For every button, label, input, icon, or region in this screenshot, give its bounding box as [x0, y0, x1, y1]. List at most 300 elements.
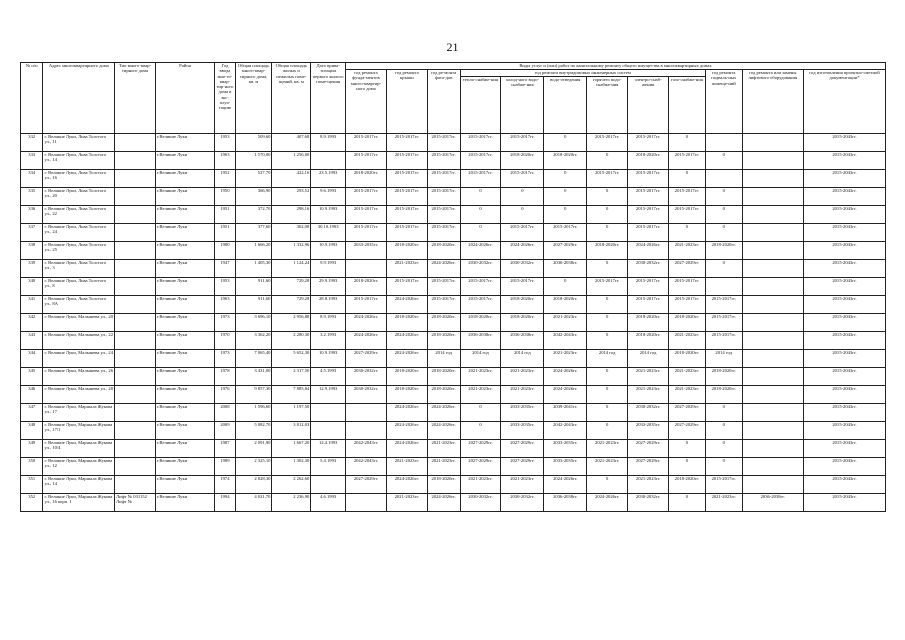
cell-nonres-area: 293,52: [272, 188, 311, 206]
cell-heat: 0: [460, 404, 501, 422]
cell-cold-water: 2015-2017гг.: [501, 278, 544, 296]
cell-electric: 2015-2017гг.: [628, 170, 669, 188]
cell-foundation: [346, 494, 387, 512]
cell-docs: 2015-2043гг.: [803, 422, 885, 440]
cell-foundation: 2042-2043гг.: [346, 458, 387, 476]
cell-lift: [742, 440, 803, 458]
cell-docs: 2015-2043гг.: [803, 350, 885, 368]
cell-facade: 2015-2017гг.: [427, 152, 460, 170]
cell-heat: 2021-2023гг.: [460, 386, 501, 404]
cell-lift: [742, 332, 803, 350]
cell-basement: 0: [705, 206, 742, 224]
cell-cold-water: 2018-2020гг.: [501, 152, 544, 170]
cell-total-area: 2 828,30: [235, 476, 272, 494]
cell-gas: 2015-2017гг.: [669, 206, 706, 224]
cell-roof: 2018-2020гг.: [386, 368, 427, 386]
cell-heat: 2018-2020гг.: [460, 314, 501, 332]
cell-district: г.Великие Луки: [155, 458, 214, 476]
cell-facade: 2024-2026гг.: [427, 404, 460, 422]
cell-cold-water: 2015-2017гг.: [501, 170, 544, 188]
cell-cold-water: 2036-2038гг.: [501, 332, 544, 350]
cell-lift: [742, 368, 803, 386]
cell-facade: 2015-2017гг.: [427, 134, 460, 152]
cell-priv-date: 28.8.1993: [311, 296, 346, 314]
cell-docs: 2015-2043гг.: [803, 206, 885, 224]
cell-district: г.Великие Луки: [155, 404, 214, 422]
table-row: [21, 296, 886, 314]
cell-year: 1963: [215, 296, 235, 314]
cell-heat: 0: [460, 188, 501, 206]
cell-gas: 2018-2020гг.: [669, 350, 706, 368]
cell-priv-date: 3.2.1993: [311, 332, 346, 350]
cell-hot-water: 2014 год: [587, 350, 628, 368]
cell-foundation: 2024-2026гг.: [346, 332, 387, 350]
cell-lift: [742, 170, 803, 188]
cell-year: 1953: [215, 134, 235, 152]
cell-gas: 2027-2029гг.: [669, 260, 706, 278]
cell-sewer: 2024-2026гг.: [544, 386, 587, 404]
cell-address: г. Великие Луки, Маршала Жукова ул., 12: [43, 458, 115, 476]
cell-lift: [742, 296, 803, 314]
cell-gas: 2027-2029гг.: [669, 422, 706, 440]
cell-electric: 2021-2023гг.: [628, 476, 669, 494]
cell-sewer: 0: [544, 134, 587, 152]
cell-hot-water: 2015-2017гг.: [587, 278, 628, 296]
cell-nonres-area: 1 302,30: [272, 458, 311, 476]
page-number: 21: [446, 40, 459, 54]
cell-roof: 2024-2026гг.: [386, 440, 427, 458]
cell-roof: 2024-2026гг.: [386, 404, 427, 422]
cell-year: 1989: [215, 458, 235, 476]
cell-electric: 2021-2023гг.: [628, 368, 669, 386]
cell-heat: 0: [460, 206, 501, 224]
cell-electric: 2030-2032гг.: [628, 404, 669, 422]
header-facade: год ре-монта фаса-дов: [427, 70, 460, 134]
header-docs: год изготовления проектно-сметной документации*: [803, 70, 885, 134]
cell-num: 334: [21, 170, 43, 188]
cell-hot-water: 0: [587, 152, 628, 170]
cell-priv-date: [311, 422, 346, 440]
cell-foundation: 2027-2029гг.: [346, 350, 387, 368]
cell-gas: 0: [669, 494, 706, 512]
cell-hot-water: 0: [587, 332, 628, 350]
cell-priv-date: 5.4.1993: [311, 458, 346, 476]
cell-priv-date: [311, 152, 346, 170]
cell-priv-date: [311, 404, 346, 422]
cell-address: г. Великие Луки, Маршала Жукова ул., 16 корп. 1: [43, 494, 115, 512]
cell-district: г.Великие Луки: [155, 314, 214, 332]
cell-gas: 2015-2017гг.: [669, 296, 706, 314]
cell-foundation: [346, 404, 387, 422]
cell-basement: [705, 170, 742, 188]
cell-num: 349: [21, 440, 43, 458]
cell-foundation: 2015-2017гг.: [346, 206, 387, 224]
cell-num: 340: [21, 278, 43, 296]
cell-lift: [742, 152, 803, 170]
cell-heat: 0: [460, 224, 501, 242]
cell-year: 1951: [215, 224, 235, 242]
cell-foundation: 2015-2017гг.: [346, 296, 387, 314]
cell-basement: 2018-2020гг.: [705, 242, 742, 260]
cell-docs: 2015-2043гг.: [803, 242, 885, 260]
header-foundation: год ремонта фунда-ментов много-квартир-ного дома: [346, 70, 387, 134]
cell-sewer: 2021-2023гг.: [544, 314, 587, 332]
cell-priv-date: 9.6.1993: [311, 188, 346, 206]
header-heat: тепло-снабже-ния: [460, 77, 501, 134]
cell-lift: [742, 188, 803, 206]
cell-docs: 2015-2043гг.: [803, 188, 885, 206]
header-year: Год ввода мно-го-квар-тир-ного дома в экс-плуа-тацию: [215, 63, 235, 134]
table-row: [21, 224, 886, 242]
cell-basement: 2015-2017гг.: [705, 332, 742, 350]
cell-sewer: 2015-2017гг.: [544, 224, 587, 242]
cell-heat: 2021-2023гг.: [460, 476, 501, 494]
cell-cold-water: 2033-2035гг.: [501, 422, 544, 440]
cell-docs: 2015-2043гг.: [803, 368, 885, 386]
cell-facade: 2024-2026гг.: [427, 422, 460, 440]
cell-nonres-area: 1 667,20: [272, 440, 311, 458]
cell-docs: 2015-2043гг.: [803, 296, 885, 314]
cell-electric: 2015-2017гг.: [628, 188, 669, 206]
cell-foundation: 2015-2017гг.: [346, 152, 387, 170]
cell-nonres-area: 422,16: [272, 170, 311, 188]
cell-gas: 2021-2023гг.: [669, 386, 706, 404]
cell-district: г.Великие Луки: [155, 188, 214, 206]
cell-nonres-area: 2 317,50: [272, 368, 311, 386]
cell-cold-water: 2018-2020гг.: [501, 296, 544, 314]
cell-total-area: 911,60: [235, 296, 272, 314]
cell-year: 1970: [215, 332, 235, 350]
cell-year: 1952: [215, 170, 235, 188]
cell-facade: 2015-2017гг.: [427, 278, 460, 296]
cell-electric: 2024-2026гг.: [628, 242, 669, 260]
table-row: [21, 404, 886, 422]
table-row: [21, 422, 886, 440]
cell-total-area: 911,60: [235, 278, 272, 296]
cell-num: 335: [21, 188, 43, 206]
cell-nonres-area: 1 124,24: [272, 260, 311, 278]
cell-sewer: 2039-2041гг.: [544, 404, 587, 422]
cell-sewer: 2024-2026гг.: [544, 368, 587, 386]
cell-hot-water: 0: [587, 404, 628, 422]
cell-sewer: 2018-2020гг.: [544, 152, 587, 170]
cell-year: 1950: [215, 188, 235, 206]
cell-type: [115, 170, 156, 188]
header-basement: год ремонта подваль-ных помеще-ний: [705, 70, 742, 134]
cell-cold-water: 2024-2026гг.: [501, 242, 544, 260]
cell-gas: 2018-2020гг.: [669, 476, 706, 494]
cell-lift: [742, 278, 803, 296]
cell-address: г. Великие Луки, Льва Толстого ул., 24: [43, 224, 115, 242]
cell-hot-water: 0: [587, 476, 628, 494]
cell-roof: 2015-2017гг.: [386, 170, 427, 188]
cell-type: [115, 476, 156, 494]
cell-hot-water: 2015-2017гг.: [587, 134, 628, 152]
cell-foundation: 2018-2020гг.: [346, 278, 387, 296]
header-gas: газо-снабже-ния: [669, 77, 706, 134]
cell-gas: 0: [669, 170, 706, 188]
table-row: [21, 386, 886, 404]
cell-heat: 2030-2032гг.: [460, 260, 501, 278]
cell-facade: 2018-2020гг.: [427, 242, 460, 260]
cell-docs: 2015-2043гг.: [803, 386, 885, 404]
cell-hot-water: 2021-2023гг.: [587, 458, 628, 476]
cell-hot-water: 2024-2026гг.: [587, 494, 628, 512]
cell-docs: 2015-2043гг.: [803, 440, 885, 458]
header-electric: электро-снаб-жения: [628, 77, 669, 134]
cell-cold-water: 0: [501, 206, 544, 224]
capital-repair-table: [20, 62, 886, 512]
cell-roof: 2018-2020гг.: [386, 314, 427, 332]
table-row: [21, 188, 886, 206]
cell-facade: 2018-2020гг.: [427, 476, 460, 494]
cell-gas: 2027-2029гг.: [669, 404, 706, 422]
cell-num: 344: [21, 350, 43, 368]
cell-priv-date: 30.10.1993: [311, 224, 346, 242]
cell-heat: 2036-2038гг.: [460, 332, 501, 350]
header-lift: год ремонта или замены лифтового оборудования: [742, 70, 803, 134]
cell-total-area: 509,60: [235, 134, 272, 152]
cell-foundation: 2042-2043гг.: [346, 440, 387, 458]
cell-facade: 2015-2017гг.: [427, 188, 460, 206]
cell-gas: 0: [669, 224, 706, 242]
cell-priv-date: 4.5.1993: [311, 368, 346, 386]
cell-address: г. Великие Луки, Малышева ул., 22: [43, 332, 115, 350]
cell-address: г. Великие Луки, Льва Толстого ул., 14: [43, 152, 115, 170]
cell-type: [115, 224, 156, 242]
cell-basement: 2015-2017гг.: [705, 314, 742, 332]
table-row: [21, 260, 886, 278]
cell-type: [115, 422, 156, 440]
cell-foundation: 2018-2020гг.: [346, 170, 387, 188]
cell-year: 2008: [215, 404, 235, 422]
cell-heat: 2027-2029гг.: [460, 458, 501, 476]
cell-priv-date: 8.9.1993: [311, 314, 346, 332]
cell-roof: 2024-2026гг.: [386, 332, 427, 350]
cell-heat: 2027-2029гг.: [460, 440, 501, 458]
cell-basement: 2015-2017гг.: [705, 476, 742, 494]
cell-basement: 0: [705, 440, 742, 458]
cell-docs: 2015-2043гг.: [803, 170, 885, 188]
cell-foundation: [346, 422, 387, 440]
cell-nonres-area: 2 956,88: [272, 314, 311, 332]
cell-sewer: 0: [544, 170, 587, 188]
cell-docs: 2015-2043гг.: [803, 494, 885, 512]
cell-roof: 2021-2023гг.: [386, 458, 427, 476]
cell-basement: 0: [705, 404, 742, 422]
cell-cold-water: 2027-2029гг.: [501, 440, 544, 458]
cell-cold-water: 2021-2023гг.: [501, 368, 544, 386]
header-nonres-area: Общая площадь жилых и нежилых поме-щений, кв. м: [272, 63, 311, 134]
cell-district: г.Великие Луки: [155, 224, 214, 242]
cell-basement: 0: [705, 188, 742, 206]
cell-basement: 0: [705, 152, 742, 170]
cell-roof: 2024-2026гг.: [386, 296, 427, 314]
table-row: [21, 476, 886, 494]
cell-electric: 2033-2035гг.: [628, 422, 669, 440]
cell-foundation: [346, 260, 387, 278]
cell-foundation: 2015-2017гг.: [346, 188, 387, 206]
cell-gas: 2015-2017гг.: [669, 152, 706, 170]
cell-roof: 2015-2017гг.: [386, 134, 427, 152]
cell-lift: [742, 314, 803, 332]
cell-docs: 2015-2043гг.: [803, 134, 885, 152]
cell-sewer: 2042-2043гг.: [544, 422, 587, 440]
table-row: [21, 242, 886, 260]
cell-sewer: 2018-2020гг.: [544, 296, 587, 314]
cell-basement: 2015-2017гг.: [705, 296, 742, 314]
cell-district: г.Великие Луки: [155, 260, 214, 278]
cell-roof: 2015-2017гг.: [386, 152, 427, 170]
cell-nonres-area: 1 197,50: [272, 404, 311, 422]
cell-nonres-area: 3 812,03: [272, 422, 311, 440]
cell-type: [115, 188, 156, 206]
cell-num: 345: [21, 368, 43, 386]
cell-roof: 2015-2017гг.: [386, 224, 427, 242]
cell-basement: [705, 134, 742, 152]
cell-sewer: 2021-2023гг.: [544, 350, 587, 368]
cell-district: г.Великие Луки: [155, 476, 214, 494]
cell-total-area: 4 021,70: [235, 494, 272, 512]
cell-nonres-area: 2 262,60: [272, 476, 311, 494]
cell-roof: 2024-2026гг.: [386, 476, 427, 494]
cell-type: [115, 296, 156, 314]
cell-gas: 2021-2023гг.: [669, 242, 706, 260]
cell-hot-water: 0: [587, 260, 628, 278]
cell-heat: 2015-2017гг.: [460, 134, 501, 152]
cell-total-area: 527,70: [235, 170, 272, 188]
cell-heat: 2015-2017гг.: [460, 170, 501, 188]
cell-district: г.Великие Луки: [155, 332, 214, 350]
cell-year: 1973: [215, 314, 235, 332]
cell-type: [115, 206, 156, 224]
header-district: Район: [155, 63, 214, 134]
cell-total-area: 377,60: [235, 224, 272, 242]
cell-lift: [742, 350, 803, 368]
cell-gas: 0: [669, 134, 706, 152]
cell-num: 338: [21, 242, 43, 260]
cell-nonres-area: 729,28: [272, 278, 311, 296]
cell-roof: 2015-2017гг.: [386, 206, 427, 224]
cell-sewer: 2033-2035гг.: [544, 458, 587, 476]
cell-type: [115, 404, 156, 422]
cell-gas: 2018-2020гг.: [669, 314, 706, 332]
cell-district: г.Великие Луки: [155, 296, 214, 314]
cell-total-area: 7 065,40: [235, 350, 272, 368]
cell-type: [115, 134, 156, 152]
cell-facade: 2015-2017гг.: [427, 206, 460, 224]
cell-gas: 2021-2023гг.: [669, 332, 706, 350]
cell-facade: 2015-2017гг.: [427, 224, 460, 242]
cell-num: 337: [21, 224, 43, 242]
cell-num: 339: [21, 260, 43, 278]
cell-foundation: 2027-2029гг.: [346, 476, 387, 494]
cell-nonres-area: 729,28: [272, 296, 311, 314]
cell-facade: 2018-2020гг.: [427, 368, 460, 386]
cell-cold-water: 0: [501, 188, 544, 206]
cell-basement: [705, 278, 742, 296]
cell-address: г. Великие Луки, Льва Толстого ул., 16: [43, 170, 115, 188]
cell-num: 343: [21, 332, 43, 350]
cell-priv-date: 12.9.1993: [311, 386, 346, 404]
cell-district: г.Великие Луки: [155, 350, 214, 368]
cell-district: г.Великие Луки: [155, 206, 214, 224]
cell-total-area: 1 666,20: [235, 242, 272, 260]
cell-district: г.Великие Луки: [155, 386, 214, 404]
cell-basement: 2021-2023гг.: [705, 494, 742, 512]
cell-sewer: 2033-2035гг.: [544, 440, 587, 458]
cell-docs: 2015-2043гг.: [803, 458, 885, 476]
cell-electric: 2021-2023гг.: [628, 386, 669, 404]
cell-nonres-area: 7 885,84: [272, 386, 311, 404]
cell-nonres-area: 1 256,00: [272, 152, 311, 170]
cell-address: г. Великие Луки, Льва Толстого ул., 22: [43, 206, 115, 224]
cell-gas: 2021-2023гг.: [669, 368, 706, 386]
cell-year: 1980: [215, 242, 235, 260]
cell-hot-water: 0: [587, 368, 628, 386]
cell-docs: 2015-2043гг.: [803, 152, 885, 170]
table-row: [21, 134, 886, 152]
cell-hot-water: 0: [587, 206, 628, 224]
cell-priv-date: 9.9.1993: [311, 260, 346, 278]
cell-docs: 2015-2043гг.: [803, 404, 885, 422]
table-row: [21, 440, 886, 458]
cell-docs: 2015-2043гг.: [803, 224, 885, 242]
cell-total-area: 2 325,10: [235, 458, 272, 476]
table-row: [21, 206, 886, 224]
cell-district: г.Великие Луки: [155, 440, 214, 458]
cell-district: г.Великие Луки: [155, 170, 214, 188]
cell-roof: 2018-2020гг.: [386, 242, 427, 260]
cell-facade: 2015-2017гг.: [427, 170, 460, 188]
cell-type: [115, 458, 156, 476]
cell-gas: 2015-2017гг.: [669, 188, 706, 206]
cell-basement: 0: [705, 458, 742, 476]
cell-facade: 2018-2020гг.: [427, 386, 460, 404]
cell-electric: 2015-2017гг.: [628, 224, 669, 242]
cell-year: 1953: [215, 278, 235, 296]
cell-district: г.Великие Луки: [155, 242, 214, 260]
header-type: Тип много-квар-тирного дома: [115, 63, 156, 134]
cell-basement: 0: [705, 224, 742, 242]
cell-type: [115, 152, 156, 170]
cell-hot-water: 0: [587, 296, 628, 314]
cell-nonres-area: 2 236,90: [272, 494, 311, 512]
cell-sewer: 0: [544, 188, 587, 206]
cell-address: г. Великие Луки, Льва Толстого ул., 8А: [43, 296, 115, 314]
cell-basement: 0: [705, 260, 742, 278]
cell-district: г.Великие Луки: [155, 368, 214, 386]
table-body: [21, 134, 886, 512]
cell-type: [115, 332, 156, 350]
cell-type: [115, 278, 156, 296]
cell-lift: [742, 134, 803, 152]
header-hot-water: горячего водо-снабже-ния: [587, 77, 628, 134]
cell-address: г. Великие Луки, Малышева ул., 28: [43, 386, 115, 404]
cell-num: 352: [21, 494, 43, 512]
cell-num: 336: [21, 206, 43, 224]
cell-num: 351: [21, 476, 43, 494]
header-num: № п/п: [21, 63, 43, 134]
cell-address: г. Великие Луки, Маршала Жукова ул., 10/4: [43, 440, 115, 458]
table-row: [21, 332, 886, 350]
cell-heat: 2015-2017гг.: [460, 152, 501, 170]
cell-address: г. Великие Луки, Льва Толстого ул., 25: [43, 242, 115, 260]
cell-district: г.Великие Луки: [155, 278, 214, 296]
cell-num: 342: [21, 314, 43, 332]
cell-address: г. Великие Луки, Малышева ул., 26: [43, 368, 115, 386]
cell-heat: 2021-2023гг.: [460, 368, 501, 386]
